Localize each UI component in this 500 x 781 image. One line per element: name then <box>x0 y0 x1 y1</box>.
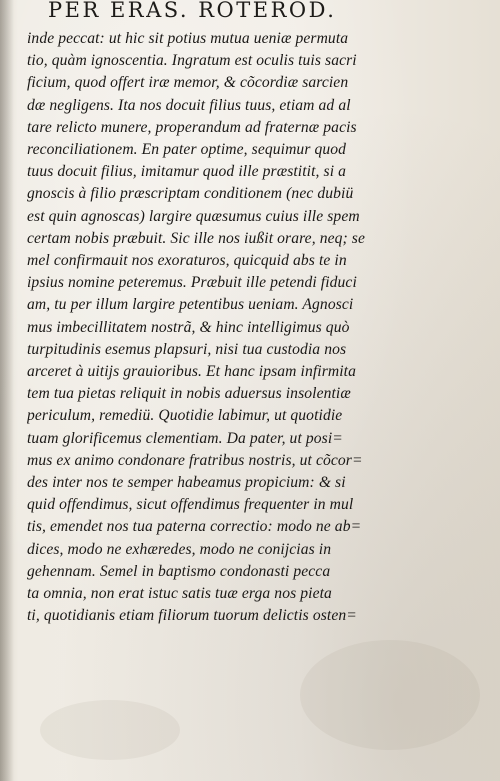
text-line: mel confirmauit nos exoraturos, quicquid abs te in <box>27 252 347 270</box>
text-line: tare relicto munere, properandum ad fraternæ pacis <box>27 118 357 136</box>
text-line: gnoscis à filio præscriptam conditionem (nec dubiü <box>27 185 354 203</box>
text-line: est quin agnoscas) largire quæsumus cuius ille spem <box>27 207 360 225</box>
paper-stain <box>300 640 480 750</box>
text-line: ta omnia, non erat istuc satis tuæ erga nos pieta <box>27 585 332 603</box>
text-line: am, tu per illum largire petentibus ueniam. Agnosci <box>27 296 354 314</box>
text-line: periculum, remediü. Quotidie labimur, ut quotidie <box>27 407 343 425</box>
text-line: ti, quotidianis etiam filiorum tuorum delictis osten= <box>27 607 357 625</box>
text-line: turpitudinis esemus plapsuri, nisi tua custodia nos <box>27 340 347 358</box>
text-line: tuus docuit filius, imitamur quod ille præstitit, si a <box>27 163 347 181</box>
text-line: des inter nos te semper habeamus propicium: & si <box>27 474 346 492</box>
text-line: mus imbecillitatem nostrã, & hinc intelligimus quò <box>27 318 350 336</box>
text-line: dices, modo ne exhæredes, modo ne conijcias in <box>27 540 332 558</box>
paper-stain <box>40 700 180 760</box>
text-line: ficium, quod offert iræ memor, & cõcordiæ sarcien <box>27 74 349 92</box>
gutter-shadow <box>0 0 14 781</box>
text-line: arceret à uitijs grauioribus. Et hanc ipsam infirmita <box>27 363 357 381</box>
text-line: reconciliationem. En pater optime, sequimur quod <box>27 141 347 159</box>
text-line: tio, quàm ignoscentia. Ingratum est oculis tuis sacri <box>27 52 357 70</box>
text-line: certam nobis præbuit. Sic ille nos iußit orare, neq; se <box>27 229 365 247</box>
text-line: tuam glorificemus clementiam. Da pater, ut posi= <box>27 429 343 447</box>
text-line: tis, emendet nos tua paterna correctio: modo ne ab= <box>27 518 362 536</box>
text-line: quid offendimus, sicut offendimus frequenter in mul <box>27 496 354 514</box>
text-line: dæ negligens. Ita nos docuit filius tuus, etiam ad al <box>27 96 351 114</box>
running-head: PER ERAS. ROTEROD. <box>48 0 337 22</box>
text-line: tem tua pietas reliquit in nobis aduersus insolentiæ <box>27 385 351 403</box>
text-block <box>27 28 412 627</box>
text-line: inde peccat: ut hic sit potius mutua ueniæ permuta <box>27 30 349 47</box>
text-line: mus ex animo condonare fratribus nostris, ut cõcor= <box>27 451 363 469</box>
text-line: ipsius nomine peteremus. Præbuit ille petendi fiduci <box>27 274 357 292</box>
text-line: gehennam. Semel in baptismo condonasti pecca <box>27 562 331 580</box>
